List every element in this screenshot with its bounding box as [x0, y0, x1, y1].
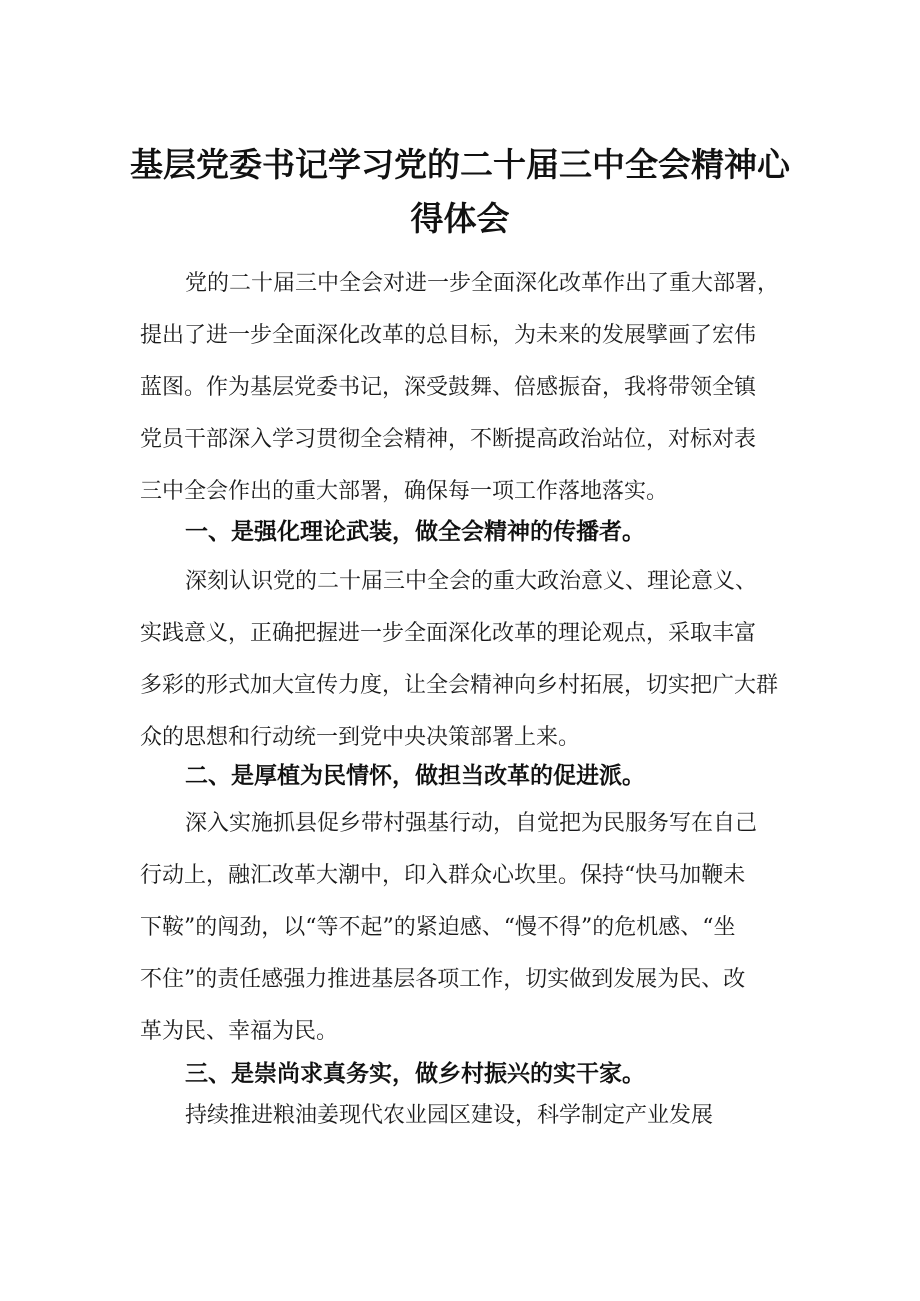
section-1-paragraph [140, 556, 800, 764]
section-3-paragraph [140, 1090, 800, 1142]
paragraph-line: 不住”的责任感强力推进基层各项工作，切实做到发展为民、改 [140, 967, 746, 992]
intro-paragraph [140, 258, 800, 518]
paragraph-line: 行动上，融汇改革大潮中，印入群众心坎里。保持“快马加鞭未 [140, 863, 746, 888]
document-title-line-1: 基层党委书记学习党的二十届三中全会精神心 [130, 145, 790, 184]
paragraph-line: 深入实施抓县促乡带村强基行动，自觉把为民服务写在自己 [185, 811, 758, 836]
paragraph-line: 下鞍”的闯劲，以“等不起”的紧迫感、“慢不得”的危机感、“坐 [140, 915, 736, 940]
paragraph-line: 党员干部深入学习贯彻全会精神，不断提高政治站位，对标对表 [140, 427, 757, 452]
paragraph-line: 提出了进一步全面深化改革的总目标，为未来的发展擘画了宏伟 [140, 323, 757, 348]
document-title-line-2: 得体会 [410, 199, 510, 238]
paragraph-line: 众的思想和行动统一到党中央决策部署上来。 [140, 725, 581, 750]
paragraph-line: 深刻认识党的二十届三中全会的重大政治意义、理论意义、 [185, 569, 758, 594]
section-2-heading: 二、是厚植为民情怀，做担当改革的促进派。 [185, 763, 645, 789]
paragraph-line: 蓝图。作为基层党委书记，深受鼓舞、倍感振奋，我将带领全镇 [140, 375, 757, 400]
paragraph-line: 持续推进粮油姜现代农业园区建设，科学制定产业发展 [185, 1103, 714, 1128]
section-2-paragraph [140, 798, 800, 1058]
section-1-heading: 一、是强化理论武装，做全会精神的传播者。 [185, 519, 645, 545]
paragraph-line: 三中全会作出的重大部署，确保每一项工作落地落实。 [140, 479, 669, 504]
paragraph-line: 实践意义，正确把握进一步全面深化改革的理论观点，采取丰富 [140, 621, 757, 646]
paragraph-line: 多彩的形式加大宣传力度，让全会精神向乡村拓展，切实把广大群 [140, 673, 779, 698]
paragraph-line: 革为民、幸福为民。 [140, 1019, 339, 1044]
section-3-heading: 三、是崇尚求真务实，做乡村振兴的实干家。 [185, 1061, 645, 1087]
paragraph-line: 党的二十届三中全会对进一步全面深化改革作出了重大部署， [185, 271, 780, 296]
